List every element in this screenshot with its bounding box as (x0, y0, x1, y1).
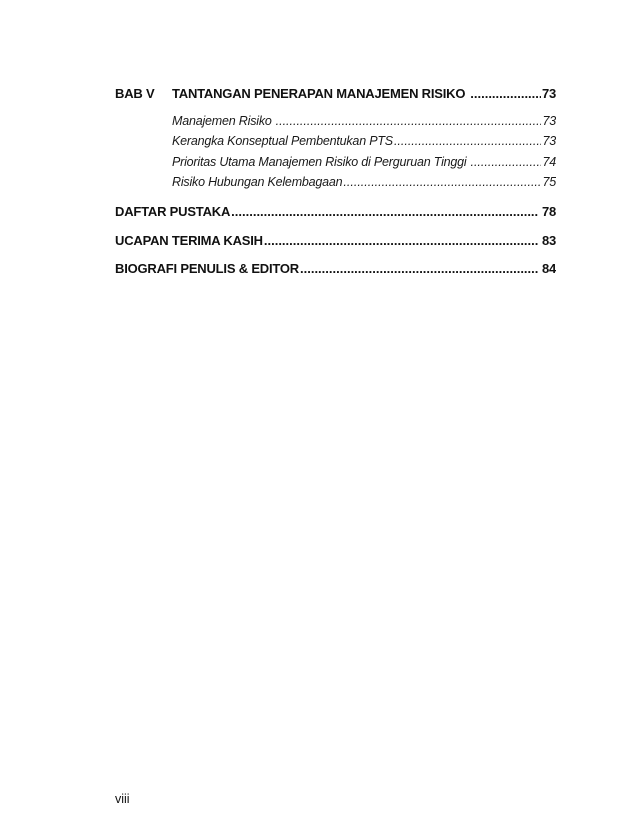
dot-leader (264, 233, 538, 248)
toc-entry-page: 73 (541, 86, 556, 101)
toc-entry-ucapan-terima-kasih[interactable] (115, 233, 556, 248)
toc-entry-biografi[interactable] (115, 261, 556, 276)
toc-entry-title: Risiko Hubungan Kelembagaan (172, 175, 343, 189)
dot-leader (231, 204, 538, 219)
dot-leader (470, 155, 541, 169)
toc-entry-page: 74 (542, 155, 556, 169)
toc-entry-page: 75 (542, 175, 556, 189)
toc-entry-title: TANTANGAN PENERAPAN MANAJEMEN RISIKO (172, 86, 466, 101)
chapter-number: BAB V (115, 86, 155, 101)
toc-entry-section[interactable] (172, 114, 556, 128)
toc-entry-section[interactable] (172, 134, 556, 148)
dot-leader (300, 261, 538, 276)
toc-entry-page: 73 (542, 134, 556, 148)
toc-entry-section[interactable] (172, 155, 556, 169)
dot-leader (343, 175, 541, 189)
toc-entry-title: BIOGRAFI PENULIS & EDITOR (115, 261, 299, 276)
toc-entry-title: Kerangka Konseptual Pembentukan PTS (172, 134, 393, 148)
dot-leader (394, 134, 542, 148)
toc-entry-page: 78 (541, 204, 556, 219)
toc-entry-page: 73 (542, 114, 556, 128)
toc-entry-page: 83 (541, 233, 556, 248)
dot-leader (276, 114, 542, 128)
toc-entry-title: Prioritas Utama Manajemen Risiko di Perguruan Tinggi (172, 155, 467, 169)
toc-entry-title: DAFTAR PUSTAKA (115, 204, 231, 219)
toc-entry-page: 84 (541, 261, 556, 276)
toc-entry-title: UCAPAN TERIMA KASIH (115, 233, 263, 248)
toc-entry-chapter[interactable] (172, 86, 556, 101)
toc-entry-section[interactable] (172, 175, 556, 189)
toc-entry-daftar-pustaka[interactable] (115, 204, 556, 219)
dot-leader (470, 86, 541, 101)
footer-page-number: viii (115, 792, 130, 806)
toc-entry-title: Manajemen Risiko (172, 114, 272, 128)
